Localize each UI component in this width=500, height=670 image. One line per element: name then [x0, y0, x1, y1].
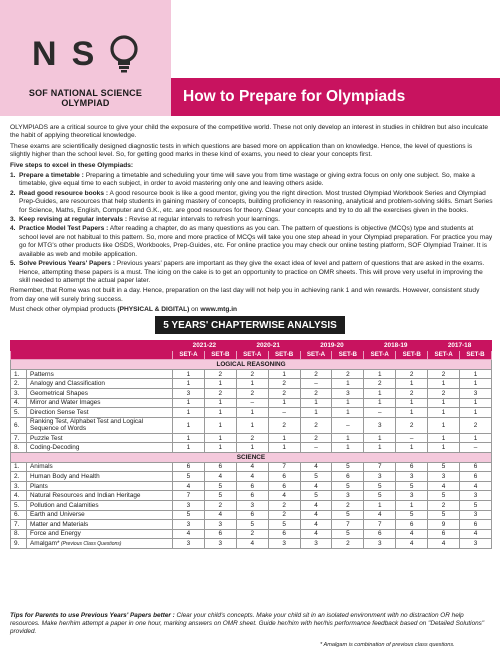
topic-cell: Plants [27, 481, 173, 491]
value-cell: 1 [428, 443, 460, 453]
value-cell: 6 [364, 529, 396, 539]
value-cell: 2 [236, 369, 268, 379]
topic-cell: Coding-Decoding [27, 443, 173, 453]
value-cell: 3 [173, 500, 205, 510]
value-cell: 3 [428, 472, 460, 482]
value-cell: 3 [396, 472, 428, 482]
title-banner [171, 78, 500, 116]
value-cell: 3 [364, 417, 396, 433]
row-number: 2. [11, 379, 27, 389]
value-cell: 5 [332, 481, 364, 491]
value-cell: 1 [173, 398, 205, 408]
step-item: 1. Prepare a timetable : Preparing a timetable and scheduling your time will save you from time wastage or giving extra focus on only one subject. So, make a timetable, give equal time to each subject, in order to avoid mastering only one and leaving others aside. [10, 172, 475, 188]
value-cell: 3 [173, 520, 205, 530]
value-cell: 1 [236, 443, 268, 453]
value-cell: 2 [460, 417, 492, 433]
section-header-row [11, 360, 492, 370]
value-cell: 1 [236, 417, 268, 433]
value-cell: 4 [268, 491, 300, 501]
topic-cell: Analogy and Classification [27, 379, 173, 389]
topic-cell: Direction Sense Test [27, 408, 173, 418]
lightbulb-icon [109, 34, 139, 74]
value-cell: 6 [204, 462, 236, 472]
value-cell: 1 [204, 417, 236, 433]
value-cell: 2 [396, 388, 428, 398]
value-cell: 1 [173, 369, 205, 379]
value-cell: 4 [236, 472, 268, 482]
value-cell: 2 [428, 369, 460, 379]
value-cell: – [396, 433, 428, 443]
value-cell: 1 [204, 408, 236, 418]
row-number: 3. [11, 481, 27, 491]
topic-cell: Earth and Universe [27, 510, 173, 520]
value-cell: 7 [268, 462, 300, 472]
value-cell: 4 [173, 529, 205, 539]
value-cell: 3 [173, 388, 205, 398]
value-cell: 4 [396, 529, 428, 539]
value-cell: 2 [300, 417, 332, 433]
article-body [10, 124, 494, 317]
table-row [11, 529, 492, 539]
table-row [11, 443, 492, 453]
value-cell: – [300, 443, 332, 453]
set-header: SET-B [204, 350, 236, 360]
value-cell: 6 [460, 520, 492, 530]
value-cell: 7 [364, 462, 396, 472]
value-cell: 1 [428, 433, 460, 443]
value-cell: 1 [204, 443, 236, 453]
value-cell: 1 [364, 443, 396, 453]
section-header-row [11, 452, 492, 462]
value-cell: 6 [268, 529, 300, 539]
value-cell: 6 [332, 472, 364, 482]
value-cell: 2 [396, 417, 428, 433]
value-cell: 1 [332, 398, 364, 408]
row-number: 1. [11, 369, 27, 379]
table-row [11, 481, 492, 491]
set-header: SET-B [332, 350, 364, 360]
tips-heading: Tips for Parents to use Previous Years' Papers better : [10, 612, 175, 619]
value-cell: 2 [332, 369, 364, 379]
value-cell: 1 [268, 443, 300, 453]
year-header: 2017-18 [428, 341, 492, 351]
must-check-line: Must check other olympiad products (PHYSICAL & DIGITAL) on www.mtg.in [10, 306, 238, 314]
year-header: 2018-19 [364, 341, 428, 351]
value-cell: 1 [428, 408, 460, 418]
value-cell: 3 [300, 539, 332, 549]
row-number: 8. [11, 443, 27, 453]
value-cell: 1 [173, 379, 205, 389]
value-cell: 1 [173, 408, 205, 418]
value-cell: 4 [364, 510, 396, 520]
mtg-link[interactable]: www.mtg.in [200, 306, 238, 314]
value-cell: 4 [460, 529, 492, 539]
table-row [11, 369, 492, 379]
value-cell: 2 [236, 388, 268, 398]
row-number: 1. [11, 462, 27, 472]
value-cell: 1 [396, 500, 428, 510]
row-number: 5. [11, 408, 27, 418]
value-cell: 4 [300, 510, 332, 520]
topic-cell: Geometrical Shapes [27, 388, 173, 398]
value-cell: 1 [364, 433, 396, 443]
row-number: 5. [11, 500, 27, 510]
year-header: 2019-20 [300, 341, 364, 351]
value-cell: 9 [428, 520, 460, 530]
table-row [11, 462, 492, 472]
value-cell: – [460, 443, 492, 453]
set-header: SET-A [428, 350, 460, 360]
value-cell: 6 [396, 462, 428, 472]
value-cell: 1 [460, 408, 492, 418]
value-cell: 1 [460, 369, 492, 379]
intro-paragraph: OLYMPIADS are a critical source to give your child the exposure of the competitive world. These not only develop an interest in studies in children but also inculcate the habit of applying theoretical knowledge. [10, 124, 489, 140]
topic-cell: Force and Energy [27, 529, 173, 539]
year-header-row [11, 341, 492, 351]
step-item: 5. Solve Previous Years' Papers : Previous years' papers are important as they give the exact idea of level and pattern of questions that are asked in the exams. Hence, attempting these papers is a must. The icing on the cake is to get an opportunity to practice on OMR sheets. This will prove very useful in improving the skill needed to attempt the actual paper later. [10, 260, 485, 284]
logo-letter-n: N [32, 34, 58, 73]
value-cell: 2 [364, 379, 396, 389]
row-number: 2. [11, 472, 27, 482]
value-cell: 5 [204, 491, 236, 501]
value-cell: 3 [173, 539, 205, 549]
value-cell: 2 [204, 500, 236, 510]
value-cell: 2 [236, 433, 268, 443]
table-row [11, 398, 492, 408]
value-cell: 1 [173, 417, 205, 433]
step-item: 3. Keep revising at regular intervals : Revise at regular intervals to refresh your learnings. [10, 216, 280, 224]
topic-cell: Natural Resources and Indian Heritage [27, 491, 173, 501]
value-cell: 1 [332, 443, 364, 453]
topic-cell: Amalgam* (Previous Class Questions) [27, 539, 173, 549]
value-cell: 3 [332, 388, 364, 398]
value-cell: 1 [396, 398, 428, 408]
value-cell: 3 [460, 539, 492, 549]
set-header: SET-A [236, 350, 268, 360]
value-cell: 2 [236, 529, 268, 539]
value-cell: 3 [204, 520, 236, 530]
row-number: 7. [11, 520, 27, 530]
value-cell: – [236, 398, 268, 408]
table-row [11, 520, 492, 530]
row-number: 6. [11, 510, 27, 520]
value-cell: 5 [428, 491, 460, 501]
value-cell: 6 [173, 462, 205, 472]
value-cell: 5 [396, 481, 428, 491]
steps-heading: Five steps to excel in these Olympiads: [10, 161, 134, 169]
value-cell: 1 [173, 443, 205, 453]
table-row [11, 417, 492, 433]
value-cell: 5 [204, 481, 236, 491]
value-cell: 2 [300, 433, 332, 443]
topic-cell: Patterns [27, 369, 173, 379]
value-cell: 2 [268, 500, 300, 510]
table-row [11, 408, 492, 418]
set-header: SET-B [268, 350, 300, 360]
header [0, 0, 500, 116]
value-cell: 2 [268, 388, 300, 398]
value-cell: 6 [268, 481, 300, 491]
value-cell: 5 [332, 510, 364, 520]
year-header: 2020-21 [236, 341, 300, 351]
tips-text: Clear your child's concepts. Make your child sit in an isolated environment with no distraction OR help resources. Make her/him attempt a paper in one hour, marking answers on OMR sheet. Guide her/him with her/his performance feedback based on "Detailed Solutions" provided. [10, 612, 485, 636]
value-cell: 5 [428, 510, 460, 520]
value-cell: 4 [300, 529, 332, 539]
intro-paragraph: These exams are scientifically designed diagnostic tests in which questions are based more on application than on knowledge. Hence, the level of questions is slightly higher than the school level. So, for getting good marks in these kind of exams, you need to clear your concepts first. [10, 142, 473, 159]
blank-header [11, 350, 173, 360]
row-number: 4. [11, 398, 27, 408]
value-cell: 2 [428, 500, 460, 510]
value-cell: 2 [204, 388, 236, 398]
row-number: 7. [11, 433, 27, 443]
value-cell: 1 [204, 433, 236, 443]
value-cell: 5 [364, 481, 396, 491]
value-cell: 6 [460, 472, 492, 482]
table-row [11, 379, 492, 389]
remember-paragraph: Remember, that Rome was not built in a day. Hence, preparation on the last day will not help you in achieving rank 1 and win rewards. However, consistent study from day one will surely bring success. [10, 287, 480, 303]
value-cell: 5 [173, 510, 205, 520]
value-cell: 3 [460, 510, 492, 520]
value-cell: 2 [332, 500, 364, 510]
topic-cell: Ranking Test, Alphabet Test and Logical Sequence of Words [27, 417, 173, 433]
value-cell: 1 [173, 433, 205, 443]
table-row [11, 472, 492, 482]
topic-cell: Pollution and Calamities [27, 500, 173, 510]
table-row [11, 510, 492, 520]
value-cell: 1 [396, 408, 428, 418]
value-cell: 1 [396, 379, 428, 389]
value-cell: 4 [300, 520, 332, 530]
value-cell: 1 [332, 433, 364, 443]
steps-list [10, 172, 494, 285]
value-cell: 2 [396, 369, 428, 379]
set-header: SET-B [396, 350, 428, 360]
value-cell: – [300, 379, 332, 389]
value-cell: 1 [204, 398, 236, 408]
value-cell: – [332, 417, 364, 433]
value-cell: 5 [460, 500, 492, 510]
value-cell: 1 [268, 433, 300, 443]
value-cell: 1 [236, 408, 268, 418]
value-cell: 6 [460, 462, 492, 472]
value-cell: 1 [364, 500, 396, 510]
value-cell: 5 [364, 491, 396, 501]
value-cell: 4 [300, 481, 332, 491]
page-title: How to Prepare for Olympiads [183, 88, 406, 105]
value-cell: 3 [364, 472, 396, 482]
year-header: 2021-22 [173, 341, 237, 351]
value-cell: 7 [173, 491, 205, 501]
value-cell: 5 [396, 510, 428, 520]
value-cell: 1 [364, 388, 396, 398]
value-cell: 5 [268, 520, 300, 530]
value-cell: 2 [332, 539, 364, 549]
value-cell: 4 [460, 481, 492, 491]
value-cell: 1 [236, 379, 268, 389]
table-row [11, 500, 492, 510]
footnote: * Amalgam is combination of previous class questions. [320, 642, 455, 648]
row-number: 6. [11, 417, 27, 433]
value-cell: 1 [396, 443, 428, 453]
value-cell: 4 [428, 539, 460, 549]
row-number: 9. [11, 539, 27, 549]
value-cell: 4 [236, 462, 268, 472]
value-cell: 6 [236, 491, 268, 501]
logo-letter-s: S [71, 34, 96, 73]
analysis-title: 5 YEARS' CHAPTERWISE ANALYSIS [155, 316, 345, 334]
step-item: 4. Practice Model Test Papers : After reading a chapter, do as many questions as you can. The pattern of questions is objective (MCQs) type and students at school level are not habitual to this pattern. So, more and more practice of MCQs will take you one step ahead in your Olympiad preparation. For practice you may go for MTG's other products like OSDS, Workbooks, Prep-Guides, etc. For online practice you may check our online testing platform, SOF Olympiad Trainer. It is available as web and mobile application. [10, 225, 493, 258]
value-cell: 1 [364, 369, 396, 379]
value-cell: 1 [428, 417, 460, 433]
value-cell: 1 [268, 369, 300, 379]
value-cell: 3 [460, 491, 492, 501]
value-cell: 1 [332, 379, 364, 389]
value-cell: 6 [268, 472, 300, 482]
section-title: SCIENCE [11, 452, 492, 462]
value-cell: 4 [428, 481, 460, 491]
value-cell: 2 [428, 388, 460, 398]
value-cell: 6 [236, 481, 268, 491]
row-number: 3. [11, 388, 27, 398]
value-cell: 5 [332, 462, 364, 472]
logo-subtitle: SOF NATIONAL SCIENCE OLYMPIAD [28, 88, 143, 108]
value-cell: 1 [268, 398, 300, 408]
value-cell: 1 [364, 398, 396, 408]
value-cell: 1 [300, 398, 332, 408]
value-cell: 7 [364, 520, 396, 530]
blank-header [11, 341, 173, 351]
value-cell: 1 [204, 379, 236, 389]
value-cell: 2 [268, 510, 300, 520]
topic-cell: Matter and Materials [27, 520, 173, 530]
value-cell: 2 [268, 379, 300, 389]
value-cell: 1 [460, 398, 492, 408]
value-cell: – [364, 408, 396, 418]
value-cell: 3 [364, 539, 396, 549]
nso-logo [0, 0, 171, 116]
set-header-row [11, 350, 492, 360]
value-cell: 5 [300, 491, 332, 501]
value-cell: 1 [300, 408, 332, 418]
value-cell: 5 [173, 472, 205, 482]
table-row [11, 491, 492, 501]
topic-cell: Animals [27, 462, 173, 472]
topic-cell: Mirror and Water Images [27, 398, 173, 408]
value-cell: 2 [300, 369, 332, 379]
topic-cell: Puzzle Test [27, 433, 173, 443]
set-header: SET-A [173, 350, 205, 360]
set-header: SET-A [364, 350, 396, 360]
value-cell: 3 [204, 539, 236, 549]
value-cell: 3 [236, 500, 268, 510]
set-header: SET-B [460, 350, 492, 360]
value-cell: – [268, 408, 300, 418]
value-cell: 2 [268, 417, 300, 433]
parent-tips [10, 612, 494, 637]
value-cell: 6 [204, 529, 236, 539]
value-cell: 2 [204, 369, 236, 379]
value-cell: 5 [428, 462, 460, 472]
value-cell: 1 [428, 398, 460, 408]
table-row [11, 433, 492, 443]
section-title: LOGICAL REASONING [11, 360, 492, 370]
row-number: 4. [11, 491, 27, 501]
value-cell: 4 [300, 462, 332, 472]
row-number: 8. [11, 529, 27, 539]
value-cell: 4 [173, 481, 205, 491]
value-cell: 1 [428, 379, 460, 389]
value-cell: 3 [396, 491, 428, 501]
topic-note: (Previous Class Questions) [59, 541, 122, 548]
value-cell: 6 [236, 510, 268, 520]
value-cell: 2 [300, 388, 332, 398]
topic-cell: Human Body and Health [27, 472, 173, 482]
value-cell: 3 [332, 491, 364, 501]
value-cell: 1 [460, 433, 492, 443]
value-cell: 1 [460, 379, 492, 389]
value-cell: 6 [396, 520, 428, 530]
step-item: 2. Read good resource books : A good resource book is like a good mentor, giving you the right direction. Most trusted Olympiad Workbook Series and Olympiad Prep-Guides, are resources that help students in gaining mastery of concepts, building proficiency in reasoning, analytical and problem-solving skills. Smart Series for Science, Maths, English, Computer and G.K., etc. are good resources for theory. Clear your concepts and try to do all the exercises given in the books. [10, 189, 493, 214]
value-cell: 4 [204, 510, 236, 520]
value-cell: 4 [300, 500, 332, 510]
set-header: SET-A [300, 350, 332, 360]
value-cell: 5 [236, 520, 268, 530]
analysis-table [10, 340, 492, 549]
value-cell: 5 [300, 472, 332, 482]
table-row [11, 388, 492, 398]
value-cell: 5 [332, 529, 364, 539]
value-cell: 4 [396, 539, 428, 549]
value-cell: 6 [428, 529, 460, 539]
value-cell: 7 [332, 520, 364, 530]
table-row [11, 539, 492, 549]
value-cell: 4 [236, 539, 268, 549]
value-cell: 1 [332, 408, 364, 418]
value-cell: 3 [268, 539, 300, 549]
value-cell: 4 [204, 472, 236, 482]
value-cell: 3 [460, 388, 492, 398]
